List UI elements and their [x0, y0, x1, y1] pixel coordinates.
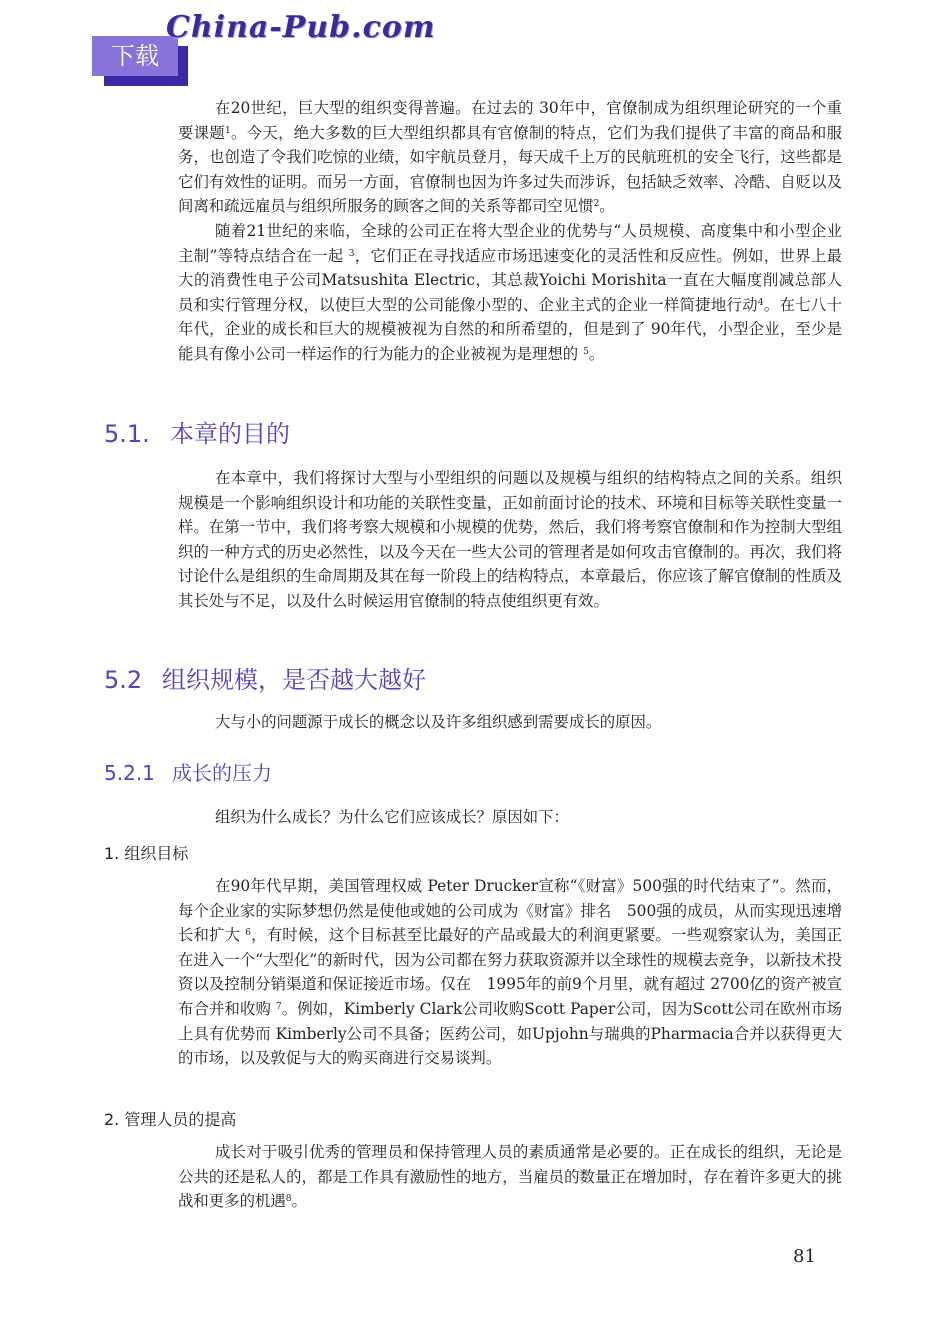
- item-2-heading: 2. 管理人员的提高: [104, 1110, 237, 1129]
- section-5-2-body: [178, 710, 842, 735]
- footnote-ref: 3: [348, 248, 355, 259]
- section-5-2-1-paragraph: 组织为什么成长？为什么它们应该成长？原因如下：: [214, 808, 569, 826]
- footnote-ref: 4: [757, 297, 764, 308]
- item-1-body: [178, 874, 842, 1071]
- logo-site-name: China-Pub.com: [166, 10, 436, 45]
- intro-paragraph-2: 随着21世纪的来临，全球的公司正在将大型企业的优势与“人员规模、高度集中和小型企业主制”等特点结合在一起 $^3$，它们正在寻找适应市场迅速变化的灵活性和反应性。例如，世界上最大的消费性电子公司Matsushita Electric，其总裁Yoichi Morishita一直在大幅度削减总部人员和实行管理分权，以使巨大型的公司能像小型的、企业主式的企业一样简捷地行动$^4$。在七八十年代，企业的成长和巨大的规模被视为自然的和所希望的，但是到了 90年代，小型企业，至少是能具有像小公司一样运作的行为能力的企业被视为是理想的 $^5$。: [178, 221, 842, 363]
- item-1-heading: 1. 组织目标: [104, 844, 189, 863]
- footnote-ref: 6: [245, 928, 251, 939]
- intro-paragraph-1: 在20世纪，巨大型的组织变得普遍。在过去的 30年中，官僚制成为组织理论研究的一个重要课题$^1$。今天，绝大多数的巨大型组织都具有官僚制的特点，它们为我们提供了丰富的商品和服务，也创造了令我们吃惊的业绩，如宇航员登月，每天成千上万的民航班机的安全飞行，这些都是它们有效性的证明。而另一方面，官僚制也因为许多过失而涉诉，包括缺乏效率、冷酷、自贬以及间离和疏远雇员与组织所服务的顾客之间的关系等都司空见惯$^2$。: [178, 99, 842, 216]
- intro-text: [178, 96, 842, 367]
- section-5-1-paragraph: 在本章中，我们将探讨大型与小型组织的问题以及规模与组织的结构特点之间的关系。组织规模是一个影响组织设计和功能的关联性变量，正如前面讨论的技术、环境和目标等关联性变量一样。在第一节中，我们将考察大规模和小规模的优势，然后，我们将考察官僚制和作为控制大型组织的一种方式的历史必然性，以及今天在一些大公司的管理者是如何攻击官僚制的。再次，我们将讨论什么是组织的生命周期及其在每一阶段上的结构特点，本章最后，你应该了解官僚制的性质及其长处与不足，以及什么时候运用官僚制的特点使组织更有效。: [178, 469, 842, 610]
- section-5-2-heading: 5.2 组织规模，是否越大越好: [104, 666, 426, 694]
- section-5-1-heading: 5.1. 本章的目的: [104, 420, 290, 448]
- page-number: 81: [793, 1246, 816, 1267]
- footnote-ref: 2: [593, 199, 600, 210]
- footnote-ref: 5: [583, 346, 589, 357]
- section-5-2-1-heading: 5.2.1 成长的压力: [104, 761, 272, 785]
- download-badge-label: 下载: [111, 42, 159, 70]
- item-2-paragraph: 成长对于吸引优秀的管理员和保持管理人员的素质通常是必要的。正在成长的组织，无论是公共的还是私人的，都是工作具有激励性的地方，当雇员的数量正在增加时，存在着许多更大的挑战和更多的机遇$^8$。: [178, 1143, 842, 1211]
- item-2-body: [178, 1140, 842, 1214]
- footnote-ref: 1: [225, 125, 231, 136]
- china-pub-logo[interactable]: [92, 10, 436, 80]
- section-5-2-paragraph: 大与小的问题源于成长的概念以及许多组织感到需要成长的原因。: [214, 713, 662, 731]
- section-5-2-1-body: [178, 805, 842, 830]
- footnote-ref: 8: [285, 1194, 292, 1205]
- item-1-paragraph: 在90年代早期，美国管理权威 Peter Drucker宣称“《财富》500强的时代结束了”。然而，每个企业家的实际梦想仍然是使他或她的公司成为《财富》排名 500强的成员，从而实现迅速增长和扩大 $^6$，有时候，这个目标甚至比最好的产品或最大的利润更紧要。一些观察家认为，美国正在进入一个“大型化”的新时代，因为公司都在努力获取资源并以全球性的规模去竞争，以新技术投资以及控制分销渠道和保证接近市场。仅在 1995年的前9个月里，就有超过 2700亿的资产被宣布合并和收购 $^7$。例如，Kimberly Clark公司收购Scott Paper公司，因为Scott公司在欧州市场上具有优势而 Kimberly公司不具备；医药公司，如Upjohn与瑞典的Pharmacia合并以获得更大的市场，以及敦促与大的购买商进行交易谈判。: [178, 877, 842, 1068]
- footnote-ref: 7: [275, 1001, 282, 1012]
- section-5-1-body: [178, 466, 842, 614]
